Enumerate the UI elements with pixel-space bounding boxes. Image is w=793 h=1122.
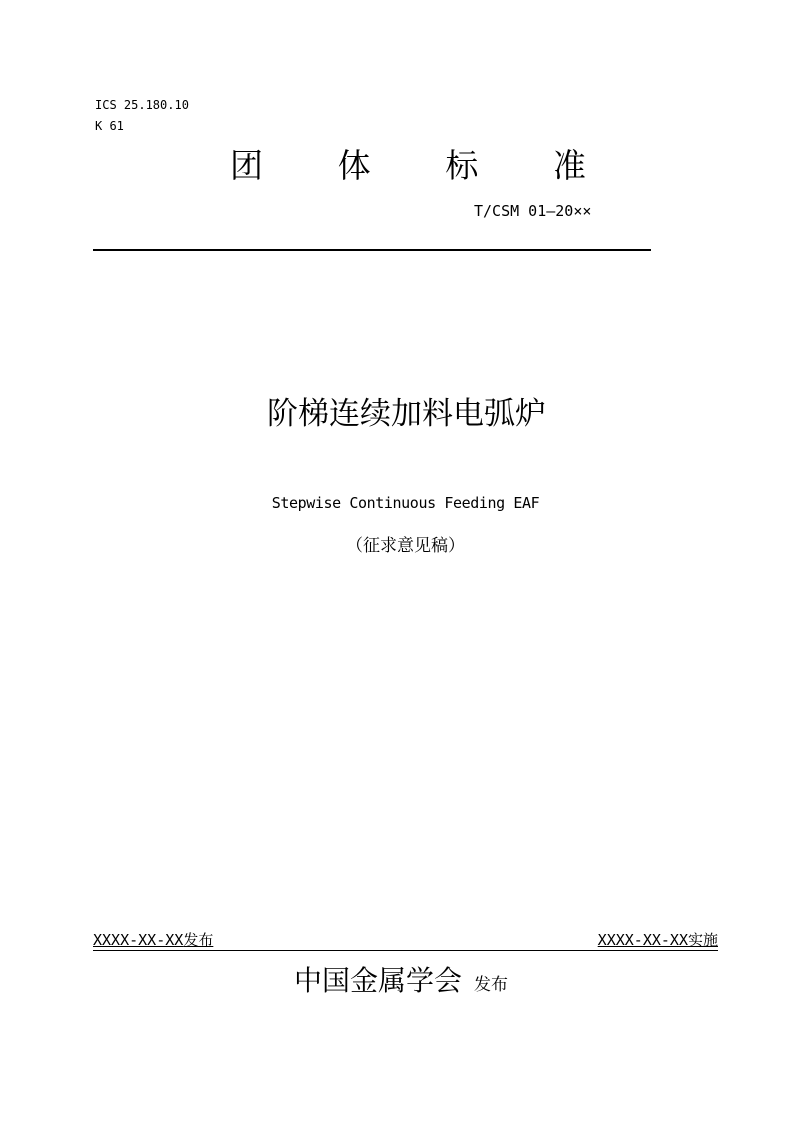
classification-code: K 61 xyxy=(95,119,124,133)
ics-code: ICS 25.180.10 xyxy=(95,98,189,112)
footer-divider xyxy=(93,950,718,951)
standard-type-char: 标 xyxy=(445,146,479,185)
implementation-date-label: 实施 xyxy=(687,931,718,949)
implementation-date-value: XXXX-XX-XX xyxy=(597,931,688,949)
issuer-name: 中国金属学会 xyxy=(294,964,463,997)
implementation-date xyxy=(598,930,718,950)
standard-type-char: 体 xyxy=(337,146,371,185)
standard-number: T/CSM 01—20×× xyxy=(474,202,592,220)
standard-type-char: 团 xyxy=(230,146,263,185)
publish-date xyxy=(93,930,213,950)
issuer-suffix: 发布 xyxy=(474,975,509,995)
issuer xyxy=(294,963,508,1003)
publish-date-value: XXXX-XX-XX xyxy=(93,931,184,949)
standard-type-char: 准 xyxy=(552,146,586,185)
document-title-cn: 阶梯连续加料电弧炉 xyxy=(267,396,546,432)
standard-type-title xyxy=(230,144,586,188)
draft-status: （征求意见稿） xyxy=(346,536,465,556)
header-divider xyxy=(93,249,651,251)
document-title-en: Stepwise Continuous Feeding EAF xyxy=(271,494,540,512)
publish-date-label: 发布 xyxy=(183,931,214,949)
